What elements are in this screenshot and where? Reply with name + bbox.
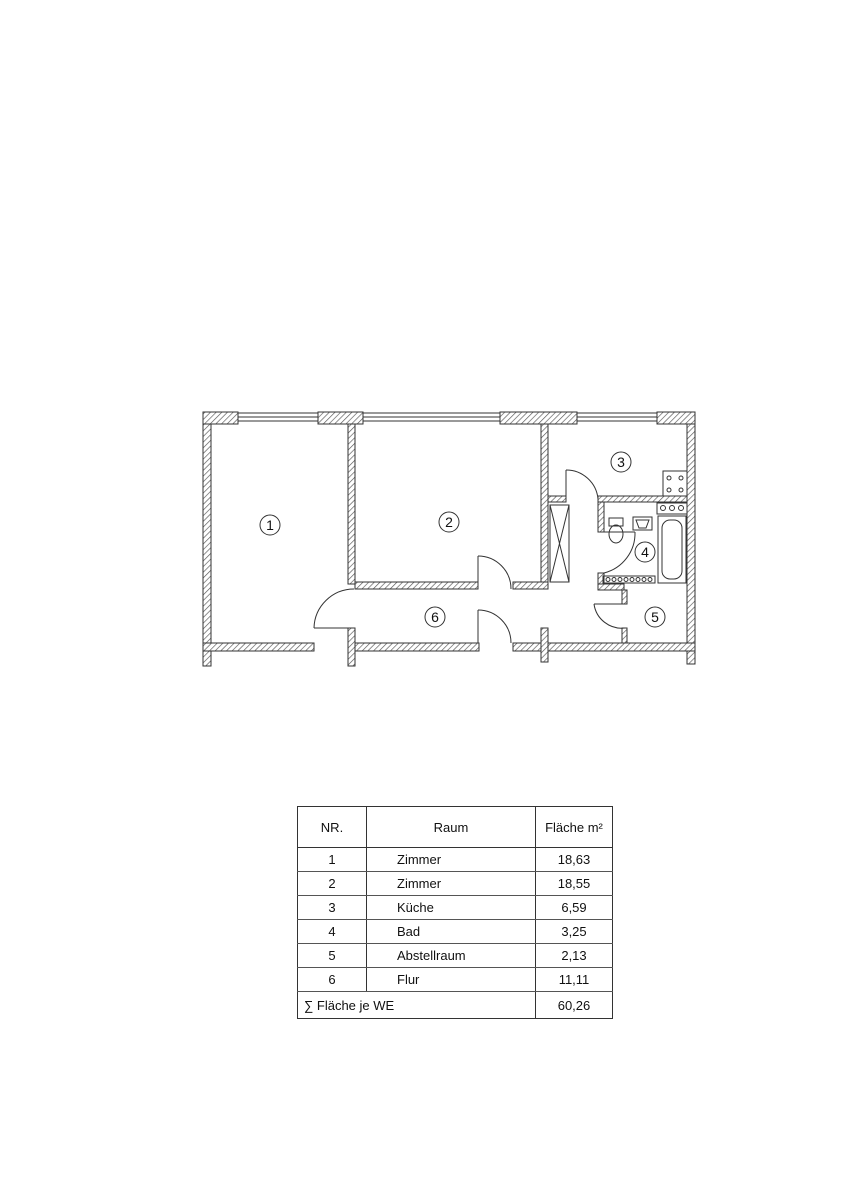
svg-text:6: 6	[431, 609, 439, 625]
room-marker-4	[635, 542, 655, 562]
room-marker-1	[260, 515, 280, 535]
header-area: Fläche m²	[536, 807, 613, 848]
row-nr: 5	[298, 944, 367, 968]
header-nr: NR.	[298, 807, 367, 848]
total-label: ∑ Fläche je WE	[298, 992, 536, 1019]
header-room: Raum	[367, 807, 536, 848]
table-row	[298, 848, 613, 872]
row-nr: 2	[298, 872, 367, 896]
row-room: Zimmer	[367, 872, 536, 896]
room-marker-2	[439, 512, 459, 532]
svg-text:5: 5	[651, 609, 659, 625]
room-marker-6	[425, 607, 445, 627]
row-area: 18,63	[536, 848, 613, 872]
row-nr: 1	[298, 848, 367, 872]
row-nr: 4	[298, 920, 367, 944]
room-marker-5	[645, 607, 665, 627]
table-row	[298, 944, 613, 968]
row-area: 18,55	[536, 872, 613, 896]
toilet-icon	[609, 518, 623, 543]
row-area: 6,59	[536, 896, 613, 920]
row-nr: 6	[298, 968, 367, 992]
windows	[238, 413, 657, 421]
row-area: 3,25	[536, 920, 613, 944]
bathtub-icon	[658, 516, 686, 583]
svg-text:2: 2	[445, 514, 453, 530]
table-header-row	[298, 807, 613, 848]
row-area: 11,11	[536, 968, 613, 992]
room-area-table	[297, 806, 613, 1019]
row-room: Küche	[367, 896, 536, 920]
radiator-icon	[603, 576, 655, 583]
total-row	[298, 992, 613, 1019]
table-row	[298, 968, 613, 992]
row-nr: 3	[298, 896, 367, 920]
svg-text:3: 3	[617, 454, 625, 470]
svg-text:1: 1	[266, 517, 274, 533]
interior-walls	[348, 424, 687, 666]
stove-icon	[663, 471, 687, 496]
table-row	[298, 896, 613, 920]
row-room: Abstellraum	[367, 944, 536, 968]
row-room: Zimmer	[367, 848, 536, 872]
room-marker-3	[611, 452, 631, 472]
table-row	[298, 920, 613, 944]
washbasin-icon	[633, 517, 652, 530]
total-area: 60,26	[536, 992, 613, 1019]
row-area: 2,13	[536, 944, 613, 968]
doors	[314, 470, 635, 643]
row-room: Flur	[367, 968, 536, 992]
row-room: Bad	[367, 920, 536, 944]
svg-text:4: 4	[641, 544, 649, 560]
table-row	[298, 872, 613, 896]
sink-icon	[657, 503, 687, 514]
cupboard	[550, 505, 569, 582]
